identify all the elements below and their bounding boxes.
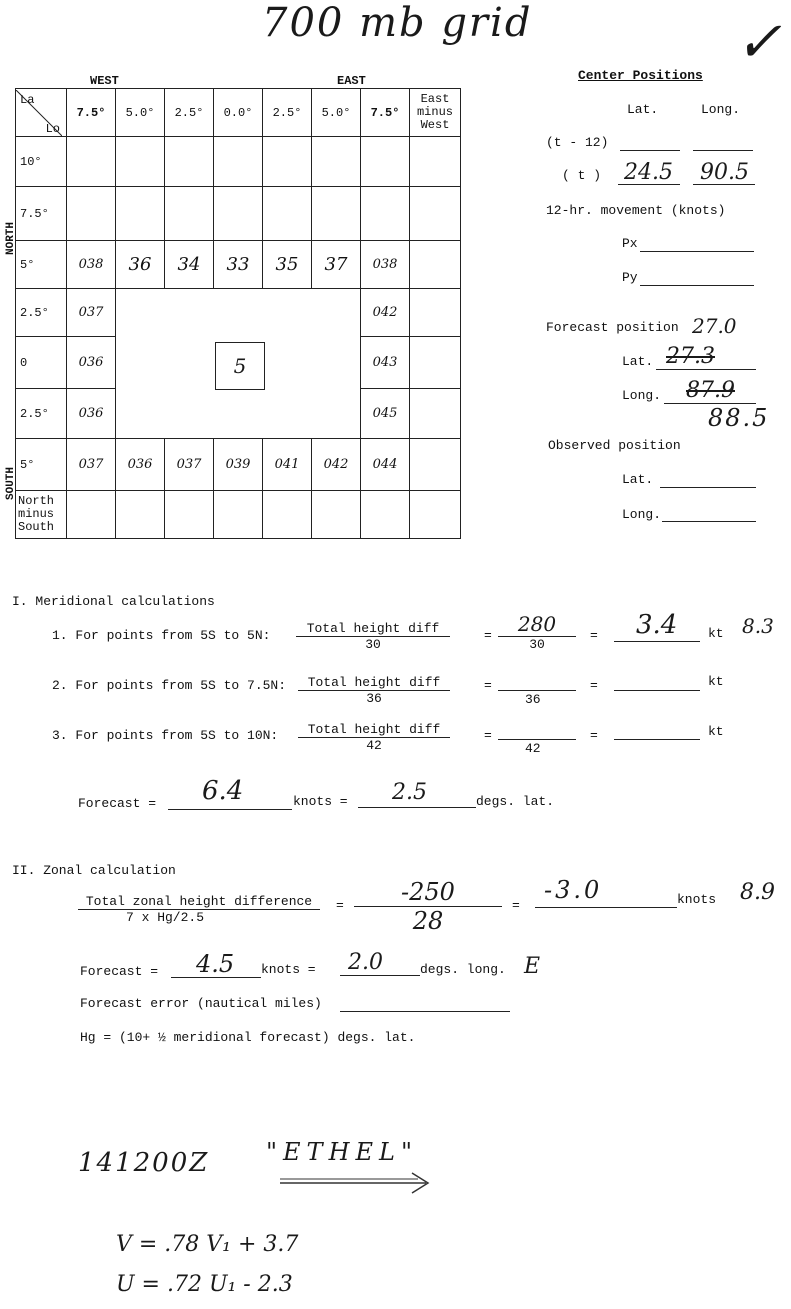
equals-sign: = [484, 628, 492, 643]
side-value-1: 8.3 [742, 614, 774, 638]
long-header: Long. [701, 102, 741, 117]
equals-sign: = [512, 898, 520, 913]
equals-sign: = [484, 728, 492, 743]
t12-long-line [693, 150, 753, 151]
value-2-den: 36 [525, 692, 541, 707]
row-label: 0 [16, 337, 67, 389]
movement-label: 12-hr. movement (knots) [546, 203, 726, 218]
px-label: Px [622, 236, 638, 251]
north-label: NORTH [5, 221, 17, 255]
t-lat-line [618, 184, 680, 185]
center-box [215, 342, 265, 390]
equation-v: V = .78 V₁ + 3.7 [116, 1232, 299, 1257]
observed-long-label: Long. [622, 507, 662, 522]
grid-value: 036 [67, 389, 116, 439]
meridional-line-1: 1. For points from 5S to 5N: [52, 628, 271, 643]
equals-sign: = [336, 898, 344, 913]
equals-sign: = [484, 678, 492, 693]
forecast-lat-label: Lat. [622, 354, 654, 369]
observed-long-line [662, 521, 756, 522]
denominator-2: 36 [366, 691, 382, 706]
zonal-result-line [535, 907, 677, 908]
fraction-3 [298, 722, 450, 753]
meridional-line-2: 2. For points from 5S to 7.5N: [52, 678, 287, 693]
meridional-degs-line [358, 807, 476, 808]
corner-lat-label: La [20, 92, 35, 107]
degs-long-label: degs. long. [420, 962, 506, 977]
forecast-error-label: Forecast error (nautical miles) [80, 996, 322, 1011]
total-height-label: Total height diff [298, 675, 450, 691]
grid-value: 037 [67, 289, 116, 337]
lat-header: Lat. [627, 102, 659, 117]
value-3-line [498, 739, 576, 740]
zonal-denominator: 7 x Hg/2.5 [126, 910, 205, 925]
grid-value: 044 [361, 439, 410, 491]
total-height-label: Total height diff [298, 722, 450, 738]
observed-position-label: Observed position [548, 438, 681, 453]
row-label: 2.5° [16, 389, 67, 439]
total-height-label: Total height diff [296, 621, 450, 637]
east-minus-west-header: East minus West [410, 89, 461, 137]
col-header: 5.0° [116, 89, 165, 137]
row-label: 5° [16, 439, 67, 491]
center-positions-heading: Center Positions [578, 68, 703, 83]
checkmark-icon: ✓ [735, 10, 782, 75]
forecast-lat-line [656, 369, 756, 370]
corner-cell [16, 89, 67, 137]
meridional-forecast-label: Forecast = [78, 796, 157, 811]
north-minus-south-label: North minus South [16, 491, 67, 539]
grid-value: 33 [214, 241, 263, 289]
grid-value: 036 [116, 439, 165, 491]
grid-center-area [116, 289, 361, 439]
col-header: 5.0° [312, 89, 361, 137]
col-header: 0.0° [214, 89, 263, 137]
kt-label: kt [708, 626, 724, 641]
forecast-long-label: Long. [622, 388, 662, 403]
col-header: 7.5° [67, 89, 116, 137]
zonal-direction: E [524, 954, 541, 979]
grid-value: 043 [361, 337, 410, 389]
zonal-heading: II. Zonal calculation [12, 863, 176, 878]
equals-sign: = [590, 728, 598, 743]
row-label: 7.5° [16, 187, 67, 241]
zonal-num-value: -250 [354, 878, 502, 907]
south-label: SOUTH [5, 466, 17, 500]
result-2-line [614, 690, 700, 691]
t-long-value: 90.5 [700, 160, 749, 185]
datetime-note: 141200Z [78, 1148, 210, 1178]
east-label: EAST [337, 74, 366, 88]
meridional-forecast-knots: 6.4 [202, 776, 244, 806]
forecast-long-corrected: 88.5 [708, 404, 770, 432]
zonal-knots-label: knots [677, 892, 717, 907]
denominator-3: 42 [366, 738, 382, 753]
degs-lat-label: degs. lat. [476, 794, 555, 809]
row-label: 10° [16, 137, 67, 187]
page-title: 700 mb grid [262, 0, 533, 46]
col-header: 2.5° [263, 89, 312, 137]
grid-value: 037 [67, 439, 116, 491]
grid-value: 037 [165, 439, 214, 491]
grid-value: 038 [361, 241, 410, 289]
grid-value: 039 [214, 439, 263, 491]
denominator-1: 30 [365, 637, 381, 652]
zonal-result: -3.0 [544, 876, 603, 904]
kt-label: kt [708, 724, 724, 739]
forecast-long-value: 87.9 [686, 378, 735, 403]
grid-value: 35 [263, 241, 312, 289]
grid-value: 34 [165, 241, 214, 289]
t12-label: (t - 12) [546, 135, 609, 150]
meridional-line-3: 3. For points from 5S to 10N: [52, 728, 279, 743]
knots-equals: knots = [293, 794, 348, 809]
t-label: ( t ) [562, 168, 602, 183]
value-1-num: 280 [498, 612, 576, 637]
value-3-den: 42 [525, 741, 541, 756]
result-3-line [614, 739, 700, 740]
forecast-position-label: Forecast position [546, 320, 679, 335]
zonal-total-label: Total zonal height difference [78, 894, 320, 910]
row-label: 2.5° [16, 289, 67, 337]
west-label: WEST [90, 74, 119, 88]
zonal-degs-line [340, 975, 420, 976]
grid-value: 042 [361, 289, 410, 337]
value-1-den: 30 [529, 637, 545, 652]
result-1: 3.4 [636, 610, 678, 640]
t-long-line [693, 184, 755, 185]
py-line [640, 285, 754, 286]
grid-value: 042 [312, 439, 361, 491]
result-1-line [614, 641, 700, 642]
forecast-position-value: 27.0 [692, 314, 737, 338]
storm-name: "ETHEL" [266, 1138, 418, 1166]
forecast-lat-value: 27.3 [666, 344, 715, 369]
meridional-forecast-degs: 2.5 [392, 780, 427, 805]
grid-value: 036 [67, 337, 116, 389]
value-fraction-1 [498, 612, 576, 652]
grid-value: 045 [361, 389, 410, 439]
grid-value: 37 [312, 241, 361, 289]
observed-lat-line [660, 487, 756, 488]
zonal-forecast-knots: 4.5 [196, 950, 235, 978]
value-2-line [498, 690, 576, 691]
py-label: Py [622, 270, 638, 285]
corner-long-label: Lo [45, 121, 60, 136]
fraction-1 [296, 621, 450, 652]
zonal-forecast-degs: 2.0 [348, 950, 383, 975]
col-header: 7.5° [361, 89, 410, 137]
arrow-icon [278, 1170, 434, 1196]
grid-value: 36 [116, 241, 165, 289]
t12-lat-line [620, 150, 680, 151]
zonal-den-value: 28 [412, 907, 444, 935]
hg-definition: Hg = (10+ ½ meridional forecast) degs. lat. [80, 1030, 416, 1045]
equals-sign: = [590, 628, 598, 643]
observed-lat-label: Lat. [622, 472, 654, 487]
grid-value: 038 [67, 241, 116, 289]
col-header: 2.5° [165, 89, 214, 137]
meridional-heading: I. Meridional calculations [12, 594, 215, 609]
center-value: 5 [233, 354, 247, 378]
t-lat-value: 24.5 [624, 160, 673, 185]
zonal-forecast-label: Forecast = [80, 964, 159, 979]
equation-u: U = .72 U₁ - 2.3 [116, 1272, 293, 1297]
height-grid [15, 88, 461, 539]
fraction-2 [298, 675, 450, 706]
zonal-value-fraction [354, 878, 502, 935]
px-line [640, 251, 754, 252]
meridional-knots-line [168, 809, 292, 810]
zonal-knots-line [171, 977, 261, 978]
equals-sign: = [590, 678, 598, 693]
zonal-fraction [78, 894, 320, 925]
zonal-side-value: 8.9 [740, 880, 775, 905]
zonal-knots-equals: knots = [261, 962, 316, 977]
row-label: 5° [16, 241, 67, 289]
kt-label: kt [708, 674, 724, 689]
grid-value: 041 [263, 439, 312, 491]
forecast-error-line [340, 1011, 510, 1012]
